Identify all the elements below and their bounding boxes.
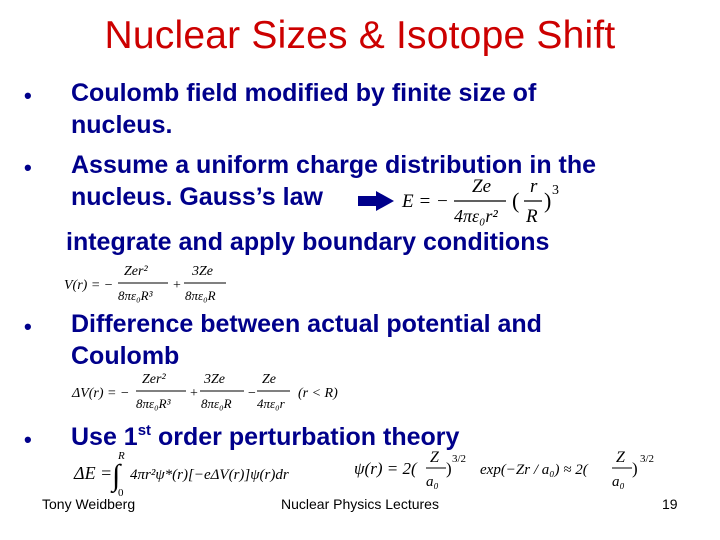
bullet-marker: •	[24, 427, 32, 452]
bullet-marker: •	[24, 314, 32, 339]
svg-text:Zer²: Zer²	[124, 264, 148, 279]
svg-text:3Ze: 3Ze	[192, 264, 213, 279]
svg-text:8πε₀R³: 8πε₀R³	[136, 396, 171, 411]
footer-course: Nuclear Physics Lectures	[281, 496, 439, 512]
bullet-3-line-1: Difference between actual potential and	[71, 310, 542, 338]
svg-text:Ze: Ze	[262, 372, 276, 387]
svg-text:V(r) = −: V(r) = −	[64, 278, 114, 293]
svg-text:Z: Z	[430, 449, 439, 466]
bullet-4-text: Use 1st order perturbation theory	[71, 422, 460, 451]
svg-text:Z: Z	[616, 449, 625, 466]
bullet-marker: •	[24, 83, 32, 108]
bullet-2-line-1: Assume a uniform charge distribution in the	[71, 151, 597, 179]
svg-text:4πε₀r: 4πε₀r	[257, 396, 285, 411]
bullet-marker: •	[24, 155, 32, 180]
psi-rparen-1: )	[446, 459, 452, 478]
svg-text:3Ze: 3Ze	[204, 372, 225, 387]
svg-text:0: 0	[118, 487, 124, 499]
bullet-1-line-1: Coulomb field modified by finite size of	[71, 79, 537, 107]
footer-author: Tony Weidberg	[42, 496, 136, 512]
gauss-num: Ze	[472, 176, 491, 197]
delta-v-equation	[72, 370, 352, 423]
gauss-law-equation	[402, 172, 572, 233]
slide-title: Nuclear Sizes & Isotope Shift	[104, 14, 616, 57]
gauss-exp: 3	[552, 183, 559, 198]
svg-text:R: R	[118, 450, 125, 462]
bullet-2-line-3: integrate and apply boundary conditions	[66, 228, 550, 256]
svg-text:(r < R): (r < R)	[298, 386, 338, 401]
svg-text:exp(−Zr / a₀) ≈ 2(: exp(−Zr / a₀) ≈ 2(	[480, 462, 588, 478]
svg-text:+: +	[173, 278, 181, 293]
svg-text:8πε₀R: 8πε₀R	[185, 288, 216, 303]
svg-text:ΔE =: ΔE =	[74, 463, 113, 483]
implies-arrow-icon	[358, 191, 396, 216]
svg-text:4πr²ψ*(r)[−eΔV(r)]ψ(r)dr: 4πr²ψ*(r)[−eΔV(r)]ψ(r)dr	[130, 467, 289, 483]
svg-text:8πε₀R: 8πε₀R	[201, 396, 232, 411]
gauss-lparen: (	[512, 188, 520, 213]
svg-text:ΔV(r) = −: ΔV(r) = −	[72, 386, 130, 401]
gauss-rparen: )	[544, 188, 552, 213]
bullet-2-line-2: nucleus. Gauss’s law	[71, 183, 323, 211]
svg-text:3/2: 3/2	[640, 453, 655, 465]
bullet-3-line-2: Coulomb	[71, 342, 180, 370]
svg-text:−: −	[248, 386, 256, 401]
svg-text:a₀: a₀	[612, 474, 625, 490]
footer-page-number: 19	[662, 496, 678, 512]
bullet-1-line-2: nucleus.	[71, 111, 173, 139]
gauss-paren-den: R	[526, 206, 538, 227]
svg-text:Zer²: Zer²	[142, 372, 166, 387]
integral-sign: ∫	[112, 459, 121, 492]
gauss-den: 4πε₀r²	[454, 206, 498, 226]
svg-text:+: +	[190, 386, 198, 401]
gauss-lhs: E = −	[402, 191, 449, 212]
svg-text:3/2: 3/2	[452, 453, 467, 465]
psi-rparen-2: )	[632, 459, 638, 478]
svg-text:ψ(r) = 2(: ψ(r) = 2(	[354, 459, 417, 478]
svg-text:8πε₀R³: 8πε₀R³	[118, 288, 153, 303]
potential-equation	[64, 262, 234, 315]
gauss-paren-num: r	[530, 176, 538, 197]
svg-text:a₀: a₀	[426, 474, 439, 490]
